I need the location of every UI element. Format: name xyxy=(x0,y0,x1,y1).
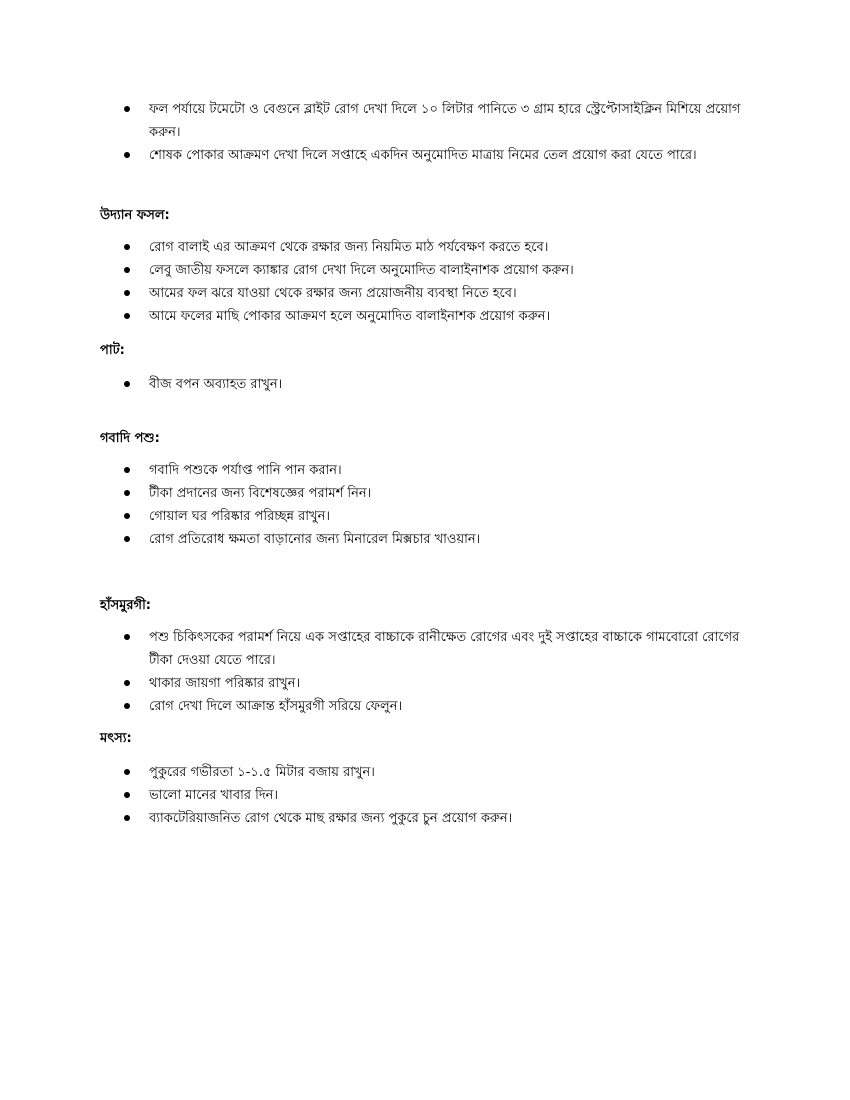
bullet-icon xyxy=(124,634,130,640)
bullet-icon xyxy=(124,490,130,496)
list-item-text: পুকুরের গভীরতা ১-১.৫ মিটার বজায় রাখুন। xyxy=(149,765,375,780)
list-item-text: শোষক পোকার আক্রমণ দেখা দিলে সপ্তাহে একদিন অনুমোদিত মাত্রায় নিমের তেল প্রয়োগ করা যেতে পারে। xyxy=(149,148,697,163)
horticulture-bullet-list xyxy=(100,236,760,328)
list-item-text: রোগ দেখা দিলে আক্রান্ত হাঁসমুরগী সরিয়ে ফেলুন। xyxy=(149,699,403,714)
bullet-icon xyxy=(124,267,130,273)
list-item-text: রোগ প্রতিরোধ ক্ষমতা বাড়ানোর জন্য মিনারেল মিক্সচার খাওয়ান। xyxy=(149,532,481,547)
bullet-icon xyxy=(124,106,130,112)
list-item xyxy=(100,528,760,551)
bullet-icon xyxy=(124,680,130,686)
bullet-icon xyxy=(124,467,130,473)
bullet-icon xyxy=(124,244,130,250)
bullet-icon xyxy=(124,513,130,519)
bullet-icon xyxy=(124,769,130,775)
list-item-text: আমের ফল ঝরে যাওয়া থেকে রক্ষার জন্য প্রয়োজনীয় ব্যবস্থা নিতে হবে। xyxy=(149,286,517,301)
list-item-text: ভালো মানের খাবার দিন। xyxy=(149,788,279,803)
list-item xyxy=(100,672,760,695)
list-item-text: ফল পর্যায়ে টমেটো ও বেগুনে ব্লাইট রোগ দেখা দিলে ১০ লিটার পানিতে ৩ গ্রাম হারে স্ট্রেপ্টোসাইক্লিন মিশিয়ে প্রয়োগ করুন। xyxy=(149,102,741,140)
list-item-text: থাকার জায়গা পরিষ্কার রাখুন। xyxy=(149,676,301,691)
list-item xyxy=(100,784,760,807)
list-item xyxy=(100,236,760,259)
list-item xyxy=(100,761,760,784)
section-heading-poultry: হাঁসমুরগী: xyxy=(100,598,151,613)
list-item xyxy=(100,305,760,328)
section-heading-horticulture: উদ্যান ফসল: xyxy=(100,208,170,223)
list-item xyxy=(100,807,760,830)
list-item-text: বীজ বপন অব্যাহত রাখুন। xyxy=(149,377,283,392)
list-item xyxy=(100,626,760,672)
bullet-icon xyxy=(124,815,130,821)
list-item xyxy=(100,482,760,505)
list-item-text: আমে ফলের মাছি পোকার আক্রমণ হলে অনুমোদিত বালাইনাশক প্রয়োগ করুন। xyxy=(149,309,551,324)
continued-bullet-list xyxy=(100,98,760,167)
section-heading-livestock: গবাদি পশু: xyxy=(100,431,160,446)
list-item-text: টীকা প্রদানের জন্য বিশেষজ্ঞের পরামর্শ নিন। xyxy=(149,486,372,501)
bullet-icon xyxy=(124,703,130,709)
poultry-bullet-list xyxy=(100,626,760,718)
list-item-text: গোয়াল ঘর পরিষ্কার পরিচ্ছন্ন রাখুন। xyxy=(149,509,330,524)
list-item xyxy=(100,259,760,282)
list-item-text: গবাদি পশুকে পর্যাপ্ত পানি পান করান। xyxy=(149,463,342,478)
list-item-text: পশু চিকিৎসকের পরামর্শ নিয়ে এক সপ্তাহের বাচ্চাকে রানীক্ষেত রোগের এবং দুই সপ্তাহের বাচ্চাকে গামবোরো রোগের টীকা দেওয়া যেতে পারে। xyxy=(149,630,740,668)
list-item xyxy=(100,459,760,482)
fisheries-bullet-list xyxy=(100,761,760,830)
jute-bullet-list xyxy=(100,373,760,396)
section-heading-jute: পাট: xyxy=(100,343,125,358)
bullet-icon xyxy=(124,313,130,319)
section-heading-fisheries: মৎস্য: xyxy=(100,731,132,746)
list-item xyxy=(100,373,760,396)
bullet-icon xyxy=(124,290,130,296)
bullet-icon xyxy=(124,381,130,387)
livestock-bullet-list xyxy=(100,459,760,551)
bullet-icon xyxy=(124,152,130,158)
list-item xyxy=(100,144,760,167)
list-item-text: রোগ বালাই এর আক্রমণ থেকে রক্ষার জন্য নিয়মিত মাঠ পর্যবেক্ষণ করতে হবে। xyxy=(149,240,549,255)
list-item xyxy=(100,98,760,144)
list-item-text: ব্যাকটেরিয়াজনিত রোগ থেকে মাছ রক্ষার জন্য পুকুরে চুন প্রয়োগ করুন। xyxy=(149,811,513,826)
list-item xyxy=(100,282,760,305)
bullet-icon xyxy=(124,536,130,542)
list-item-text: লেবু জাতীয় ফসলে ক্যাঙ্কার রোগ দেখা দিলে অনুমোদিত বালাইনাশক প্রয়োগ করুন। xyxy=(149,263,574,278)
list-item xyxy=(100,695,760,718)
bullet-icon xyxy=(124,792,130,798)
list-item xyxy=(100,505,760,528)
